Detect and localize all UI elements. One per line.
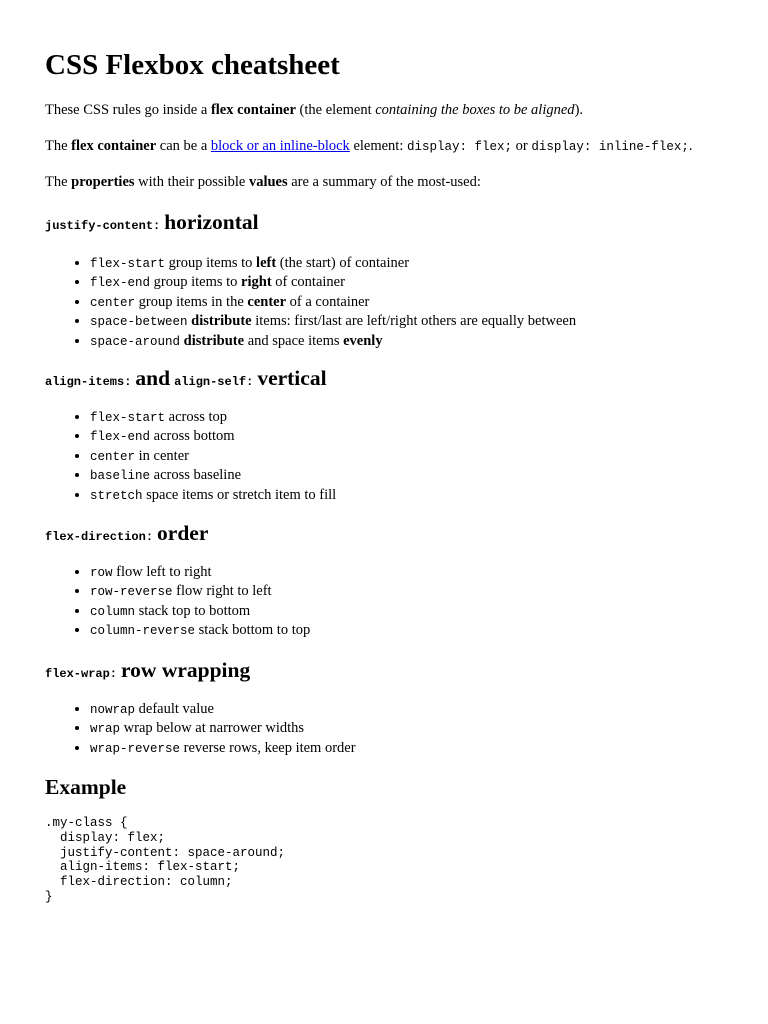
flex-direction-code: flex-direction:: [45, 530, 154, 544]
flex-container-term: flex container: [71, 138, 157, 154]
values-term: values: [248, 174, 288, 190]
properties-term: properties: [71, 174, 135, 190]
example-code-block: .my-class { display: flex; justify-content: space-around; align-items: flex-start; flex-direction: column; }: [45, 816, 286, 904]
align-items-heading: [45, 364, 327, 396]
list-item: • flex-start group items to left (the start) of container: [90, 254, 768, 273]
list-item: • column stack top to bottom: [90, 602, 768, 621]
horizontal-label: horizontal: [164, 210, 259, 234]
flex-wrap-code: flex-wrap:: [45, 667, 118, 681]
intro-paragraph: These CSS rules go inside a flex container (the element containing the boxes to be aligned).: [45, 102, 584, 118]
order-label: order: [157, 521, 209, 545]
list-item: • row flow left to right: [90, 563, 768, 582]
list-item: • stretch space items or stretch item to fill: [90, 486, 768, 505]
list-item: • flex-end group items to right of container: [90, 273, 768, 292]
page-title: CSS Flexbox cheatsheet: [45, 49, 340, 81]
and-label: and: [135, 366, 171, 390]
list-item: • flex-start across top: [90, 408, 768, 427]
justify-content-code: justify-content:: [45, 219, 161, 233]
list-item: • space-around distribute and space items evenly: [90, 332, 768, 351]
list-item: • center in center: [90, 447, 768, 466]
list-item: • column-reverse stack bottom to top: [90, 621, 768, 640]
list-item: • wrap wrap below at narrower widths: [90, 719, 768, 738]
list-item: • center group items in the center of a container: [90, 293, 768, 312]
flex-wrap-heading: [45, 656, 250, 688]
vertical-label: vertical: [257, 366, 327, 390]
block-inline-block-link[interactable]: block or an inline-block: [210, 138, 350, 154]
list-item: • baseline across baseline: [90, 466, 768, 485]
justify-content-heading: [45, 208, 259, 240]
example-heading: Example: [45, 775, 127, 799]
align-items-code: align-items:: [45, 375, 132, 389]
list-item: • flex-end across bottom: [90, 427, 768, 446]
flex-direction-list: [45, 563, 768, 641]
flex-container-term: flex container: [210, 102, 296, 118]
display-inline-flex-code: display: inline-flex;: [531, 140, 689, 154]
summary-paragraph: The properties with their possible values are a summary of the most-used:: [45, 174, 481, 190]
display-flex-code: display: flex;: [406, 140, 513, 154]
list-item: • row-reverse flow right to left: [90, 582, 768, 601]
align-self-code: align-self:: [174, 375, 254, 389]
list-item: • nowrap default value: [90, 700, 768, 719]
flex-wrap-list: [45, 700, 768, 758]
list-item: • wrap-reverse reverse rows, keep item order: [90, 739, 768, 758]
justify-content-list: [45, 254, 768, 351]
align-items-list: [45, 408, 768, 505]
container-paragraph: The flex container can be a block or an inline-block element: display: flex; or display: inline-flex;.: [45, 138, 693, 154]
row-wrapping-label: row wrapping: [121, 658, 251, 682]
list-item: • space-between distribute items: first/last are left/right others are equally between: [90, 312, 768, 331]
emphasis-text: containing the boxes to be aligned: [375, 102, 575, 118]
flex-direction-heading: [45, 519, 208, 551]
